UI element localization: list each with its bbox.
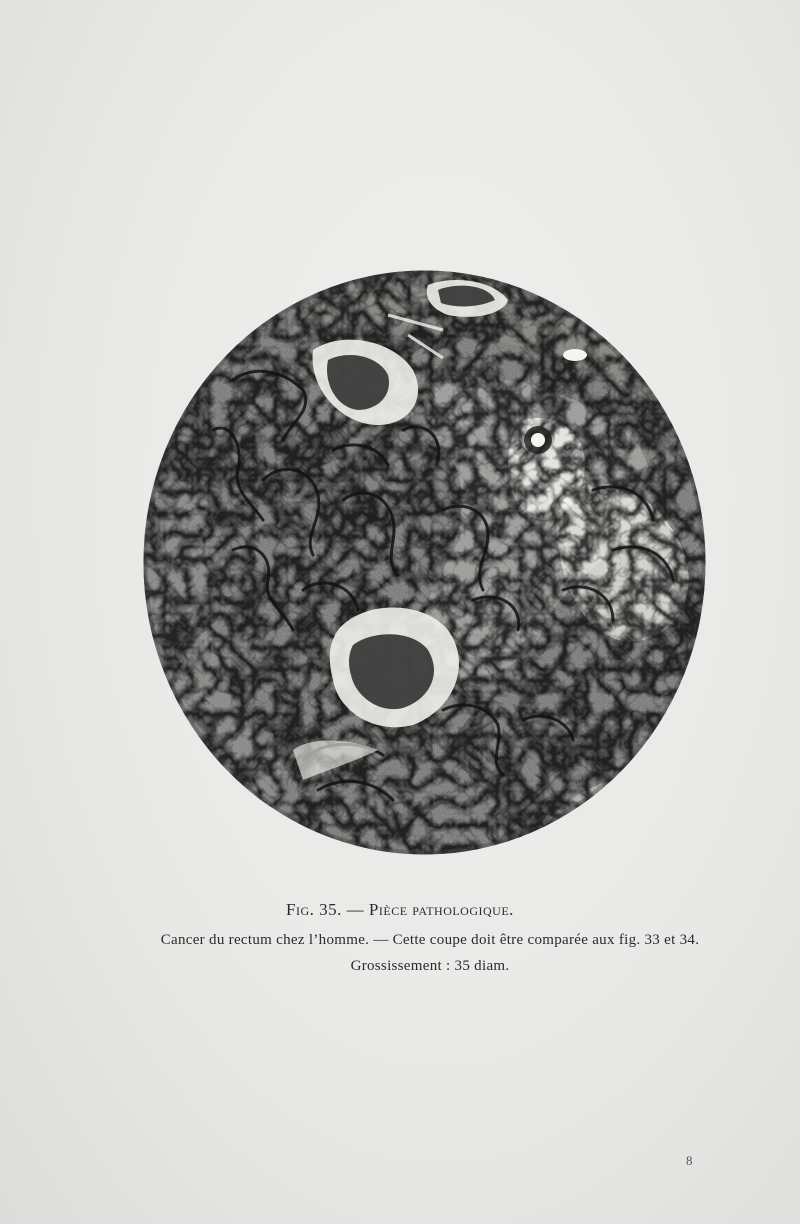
page-number: 8 — [686, 1153, 693, 1168]
caption-dash: — — [346, 900, 365, 919]
micrograph-plate — [143, 270, 706, 855]
figure-caption-title — [0, 900, 800, 920]
figure-title: Pièce pathologique. — [368, 900, 514, 919]
figure-magnification: Grossissement : 35 diam. — [350, 958, 510, 974]
figure-number: Fig. 35. — [286, 900, 342, 919]
micrograph-image — [143, 270, 706, 855]
figure-description: Cancer du rectum chez l’homme. — Cette coupe doit être comparée aux fig. 33 et 34. — [160, 932, 700, 948]
